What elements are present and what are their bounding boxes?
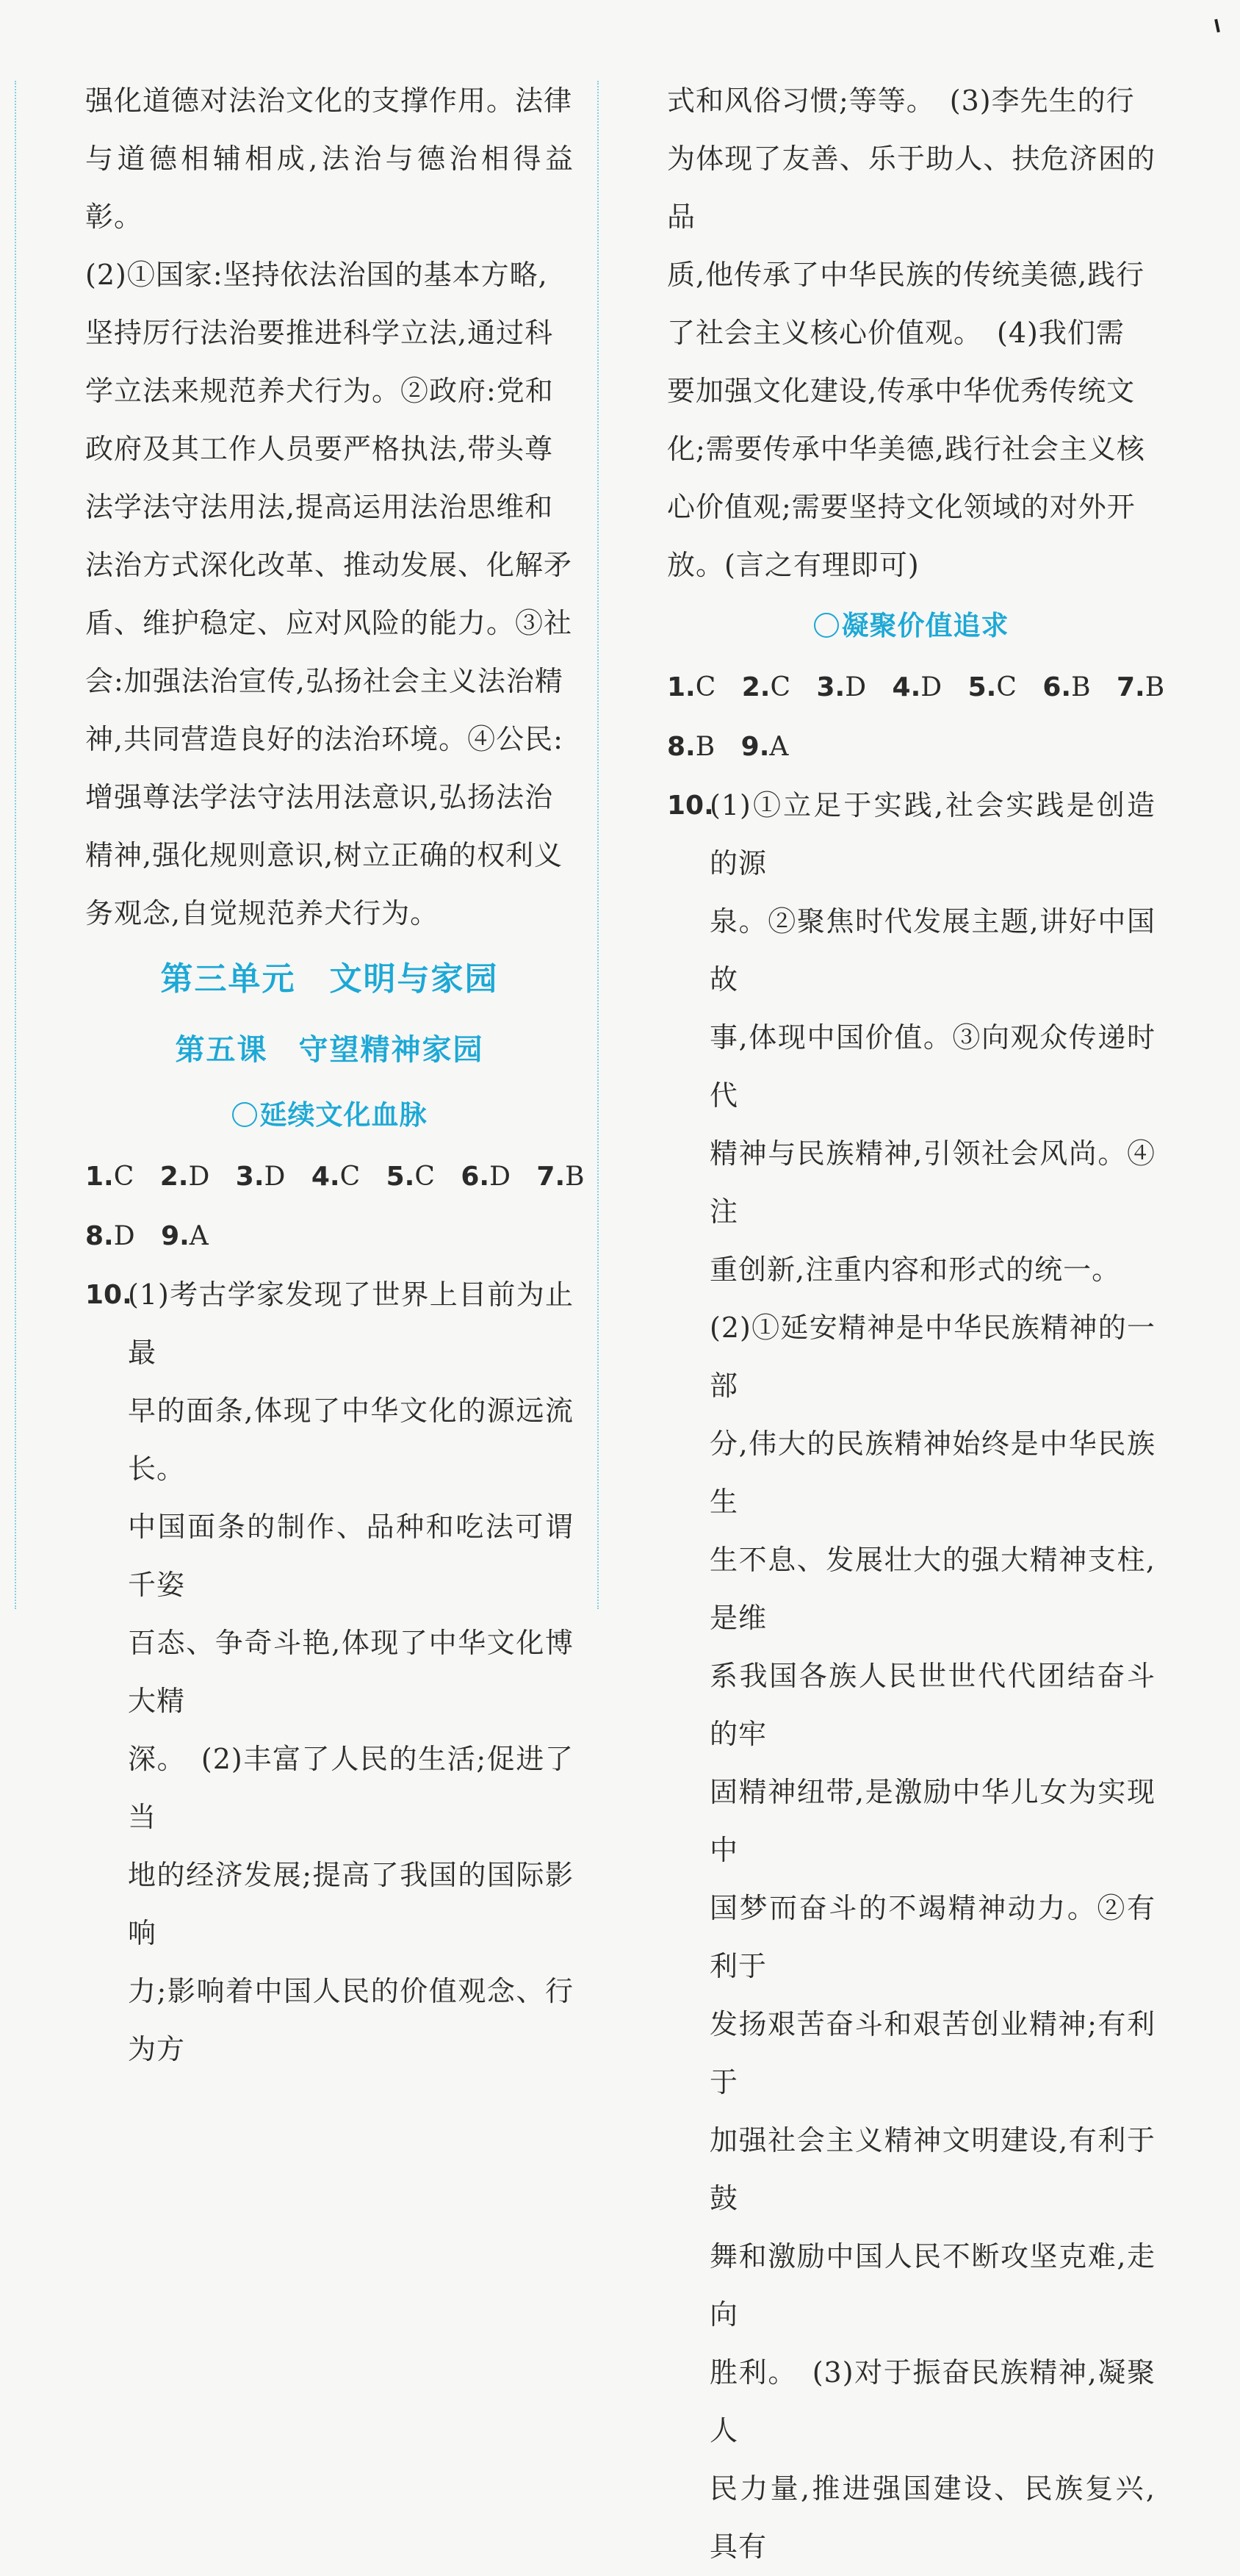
left-column xyxy=(85,72,585,2079)
answer-item: 5.C xyxy=(386,1162,435,1192)
text-line: 精神与民族精神,引领社会风尚。④注 xyxy=(710,1137,1156,1228)
text-line: 力;影响着中国人民的价值观念、行为方 xyxy=(128,1975,574,2065)
text-line: 百态、争奇斗艳,体现了中华文化博大精 xyxy=(128,1627,574,1717)
question-10-answer xyxy=(667,777,1156,2576)
answer-item: 3.D xyxy=(235,1162,286,1192)
answer-item: 6.D xyxy=(461,1162,511,1192)
text-line: 放。(言之有理即可) xyxy=(667,549,920,581)
answer-item: 2.C xyxy=(741,672,791,702)
text-line: 质,他传承了中华民族的传统美德,践行 xyxy=(667,259,1145,291)
answer-item: 4.C xyxy=(311,1162,361,1192)
answer-item: 9.A xyxy=(740,732,789,762)
answer-item: 9.A xyxy=(161,1221,209,1251)
answer-row xyxy=(85,1147,585,1206)
text-line: 政府及其工作人员要严格执法,带头尊 xyxy=(85,433,554,465)
text-line: 坚持厉行法治要推进科学立法,通过科 xyxy=(85,317,554,349)
text-line: 深。 (2)丰富了人民的生活;促进了当 xyxy=(128,1743,574,1833)
section-title xyxy=(85,1084,574,1147)
text-line: 强化道德对法治文化的支撑作用。法律 xyxy=(85,84,573,117)
left-intro-text xyxy=(85,72,574,943)
question-number: 10. xyxy=(667,791,714,821)
page-corner-mark xyxy=(1214,19,1220,32)
unit-title: 第三单元 文明与家园 xyxy=(160,960,499,998)
text-line: 事,体现中国价值。③向观众传递时代 xyxy=(710,1021,1156,1112)
section-title xyxy=(667,594,1156,658)
answer-item: 1.C xyxy=(85,1162,134,1192)
text-line: 法学法守法用法,提高运用法治思维和 xyxy=(85,491,554,523)
answer-item: 8.D xyxy=(85,1221,135,1251)
circle-icon xyxy=(232,1102,257,1127)
answer-row xyxy=(667,717,1156,777)
text-line: 国梦而奋斗的不竭精神动力。②有利于 xyxy=(710,1892,1156,1982)
text-line: 化;需要传承中华美德,践行社会主义核 xyxy=(667,433,1145,465)
text-line: 泉。②聚焦时代发展主题,讲好中国故 xyxy=(710,905,1156,996)
text-line: (2)①延安精神是中华民族精神的一部 xyxy=(710,1312,1156,1402)
text-line: 胜利。 (3)对于振奋民族精神,凝聚人 xyxy=(710,2356,1156,2447)
answer-item: 8.B xyxy=(667,732,715,762)
text-line: 法治方式深化改革、推动发展、化解矛 xyxy=(85,549,573,581)
answer-item: 5.C xyxy=(967,672,1017,702)
text-line: 学立法来规范养犬行为。②政府:党和 xyxy=(85,375,554,407)
answer-item: 7.B xyxy=(1116,672,1165,702)
answer-item: 7.B xyxy=(536,1162,585,1192)
text-line: 神,共同营造良好的法治环境。④公民: xyxy=(85,723,563,755)
text-line: 会:加强法治宣传,弘扬社会主义法治精 xyxy=(85,665,563,697)
answer-item: 3.D xyxy=(816,672,867,702)
text-line: 式和风俗习惯;等等。 (3)李先生的行 xyxy=(667,84,1135,117)
text-line: 中国面条的制作、品种和吃法可谓千姿 xyxy=(128,1511,574,1601)
answer-row xyxy=(85,1206,574,1266)
text-line: 增强尊法学法守法用法意识,弘扬法治 xyxy=(85,781,554,813)
text-line: 精神,强化规则意识,树立正确的权利义 xyxy=(85,839,563,871)
answer-item: 4.D xyxy=(892,672,942,702)
text-line: 早的面条,体现了中华文化的源远流长。 xyxy=(128,1395,574,1485)
text-line: 民力量,推进强国建设、民族复兴,具有 xyxy=(710,2472,1156,2563)
circle-icon xyxy=(814,613,839,638)
answer-item: 1.C xyxy=(667,672,716,702)
text-line: (2)①国家:坚持依法治国的基本方略, xyxy=(85,259,548,291)
left-margin-divider xyxy=(15,81,16,1609)
question-10-answer xyxy=(85,1266,574,2079)
question-number: 10. xyxy=(85,1280,132,1310)
text-line: 重创新,注重内容和形式的统一。 xyxy=(710,1253,1121,1286)
text-line: 舞和激励中国人民不断攻坚克难,走向 xyxy=(710,2240,1156,2331)
text-line: 与道德相辅相成,法治与德治相得益彰。 xyxy=(85,143,574,233)
text-line: 分,伟大的民族精神始终是中华民族生 xyxy=(710,1428,1156,1518)
column-divider xyxy=(597,81,599,1609)
section-title-text: 凝聚价值追求 xyxy=(841,610,1009,641)
text-line: 地的经济发展;提高了我国的国际影响 xyxy=(128,1859,574,1949)
text-line: 了社会主义核心价值观。 (4)我们需 xyxy=(667,317,1125,349)
text-line: (1)①立足于实践,社会实践是创造的源 xyxy=(710,789,1156,879)
text-line: 务观念,自觉规范养犬行为。 xyxy=(85,897,439,929)
text-line: 为体现了友善、乐于助人、扶危济困的品 xyxy=(667,143,1156,233)
lesson-title: 第五课 守望精神家园 xyxy=(175,1033,484,1067)
text-line: 发扬艰苦奋斗和艰苦创业精神;有利于 xyxy=(710,2008,1156,2098)
section-title-text: 延续文化血脉 xyxy=(259,1099,428,1131)
answer-item: 6.B xyxy=(1042,672,1091,702)
text-line: 要加强文化建设,传承中华优秀传统文 xyxy=(667,375,1136,407)
answer-row xyxy=(667,658,1165,717)
text-line: (1)考古学家发现了世界上目前为止最 xyxy=(128,1278,574,1369)
text-line: 心价值观;需要坚持文化领域的对外开 xyxy=(667,491,1136,523)
text-line: 生不息、发展壮大的强大精神支柱,是维 xyxy=(710,1544,1156,1634)
answer-item: 2.D xyxy=(159,1162,210,1192)
text-line: 盾、维护稳定、应对风险的能力。③社 xyxy=(85,607,573,639)
text-line: 固精神纽带,是激励中华儿女为实现中 xyxy=(710,1776,1156,1866)
text-line: 加强社会主义精神文明建设,有利于鼓 xyxy=(710,2124,1156,2215)
right-column xyxy=(667,72,1165,2576)
text-line: 系我国各族人民世世代代团结奋斗的牢 xyxy=(710,1660,1156,1750)
right-intro-text xyxy=(667,72,1156,594)
